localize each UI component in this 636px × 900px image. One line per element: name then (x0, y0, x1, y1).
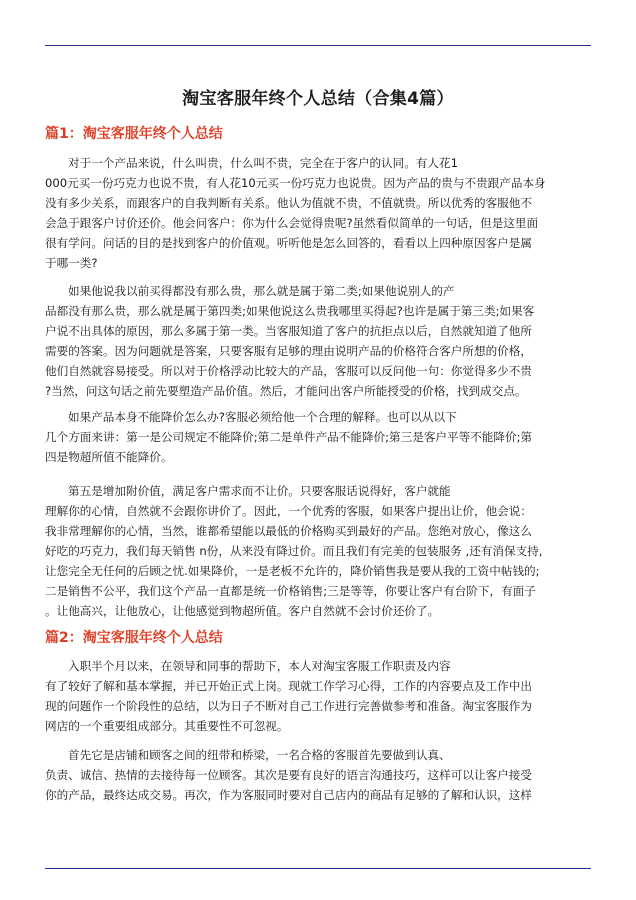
paragraph-line: 好吃的巧克力，我们每天销售 n份，从来没有降过价。而且我们有完美的包装服务 ,还有消保支持, (45, 544, 543, 558)
paragraph-line: 二是销售不公平，我们这个产品一直都是统一价格销售;三是等等，你要让客户有台阶下，有面子 (45, 584, 536, 598)
paragraph-line: 会急于跟客户讨价还价。他会问客户：你为什么会觉得贵呢?虽然看似简单的一句话，但是这里面 (45, 216, 539, 230)
paragraph-line: 没有多少关系，而跟客户的自我判断有关系。他认为值就不贵，不值就贵。所以优秀的客服他不 (45, 196, 532, 210)
paragraph (45, 745, 593, 805)
paragraph-line: 我非常理解你的心情，当然，谁都希望能以最低的价格购买到最好的产品。您绝对放心，像这么 (45, 524, 532, 538)
section-heading-1: 篇1：淘宝客服年终个人总结 (45, 126, 223, 142)
paragraph-line: 他们自然就容易接受。所以对于价格浮动比较大的产品，客服可以反问他一句：你觉得多少不贵 (45, 364, 532, 378)
paragraph-line: 品都没有那么贵，那么就是属于第四类;如果他说这么贵我哪里买得起?也许是属于第三类;如果客 (45, 304, 535, 318)
paragraph-line: ?当然，问这句话之前先要塑造产品价值。然后，才能问出客户所能授受的价格，找到成交点。 (45, 384, 527, 398)
paragraph-line: 很有学问。问话的目的是找到客户的价值观。听听他是怎么回答的，看看以上四种原因客户是属 (45, 236, 532, 250)
paragraph-line: 如果产品本身不能降价怎么办?客服必须给他一个合理的解释。也可以从以下 (68, 410, 457, 424)
paragraph-line: 户说不出具体的原因，那么多属于第一类。当客服知道了客户的抗拒点以后，自然就知道了他所 (45, 324, 532, 338)
paragraph-line: 四是物超所值不能降价。 (45, 450, 173, 464)
paragraph-line: 现的问题作一个阶段性的总结，以为日子不断对自己工作进行完善做参考和准备。淘宝客服作为 (45, 699, 532, 713)
paragraph-line: 理解你的心情，自然就不会跟你讲价了。因此，一个优秀的客服，如果客户提出让价，他会说： (45, 504, 532, 518)
paragraph-line: 入职半个月以来，在领导和同事的帮助下，本人对淘宝客服工作职责及内容 (68, 659, 451, 673)
paragraph (45, 656, 593, 736)
paragraph-line: 。让他高兴，让他放心，让他感觉到物超所值。客户自然就不会讨价还价了。 (45, 604, 440, 618)
section-heading-2: 篇2：淘宝客服年终个人总结 (45, 630, 223, 646)
document-title: 淘宝客服年终个人总结（合集4篇） (182, 89, 454, 109)
paragraph-line: 000元买一份巧克力也说不贵，有人花10元买一份巧克力也说贵。因为产品的贵与不贵跟产品本身 (45, 176, 546, 190)
top-divider (45, 45, 591, 46)
paragraph-line: 你的产品，最终达成交易。再次，作为客服同时要对自己店内的商品有足够的了解和认识，这样 (45, 788, 532, 802)
bottom-divider (45, 868, 591, 869)
paragraph-line: 负责、诚信、热情的去接待每一位顾客。其次是要有良好的语言沟通技巧，这样可以让客户接受 (45, 768, 532, 782)
paragraph (45, 407, 593, 467)
paragraph-line: 几个方面来讲：第一是公司规定不能降价;第二是单件产品不能降价;第三是客户平等不能降价;第 (45, 430, 533, 444)
paragraph-line: 对于一个产品来说，什么叫贵，什么叫不贵，完全在于客户的认同。有人花1 (68, 156, 458, 170)
paragraph-line: 有了较好了解和基本掌握，并已开始正式上岗。现就工作学习心得，工作的内容要点及工作中出 (45, 679, 532, 693)
paragraph-line: 需要的答案。因为问题就是答案，只要客服有足够的理由说明产品的价格符合客户所想的价格， (45, 344, 532, 358)
paragraph-line: 网店的一个重要组成部分。其重要性不可忽视。 (45, 719, 289, 733)
paragraph-line: 于哪一类? (45, 256, 98, 270)
paragraph (45, 481, 593, 621)
paragraph-line: 让您完全无任何的后顾之忧.如果降价，一是老板不允许的，降价销售我是要从我的工资中帖钱的; (45, 564, 540, 578)
paragraph (45, 153, 593, 273)
paragraph-line: 如果他说我以前买得都没有那么贵，那么就是属于第二类;如果他说别人的产 (68, 284, 455, 298)
paragraph-line: 第五是增加附价值，满足客户需求而不让价。只要客服话说得好，客户就能 (68, 484, 451, 498)
paragraph (45, 281, 593, 401)
paragraph-line: 首先它是店铺和顾客之间的纽带和桥梁，一名合格的客服首先要做到认真、 (68, 748, 451, 762)
